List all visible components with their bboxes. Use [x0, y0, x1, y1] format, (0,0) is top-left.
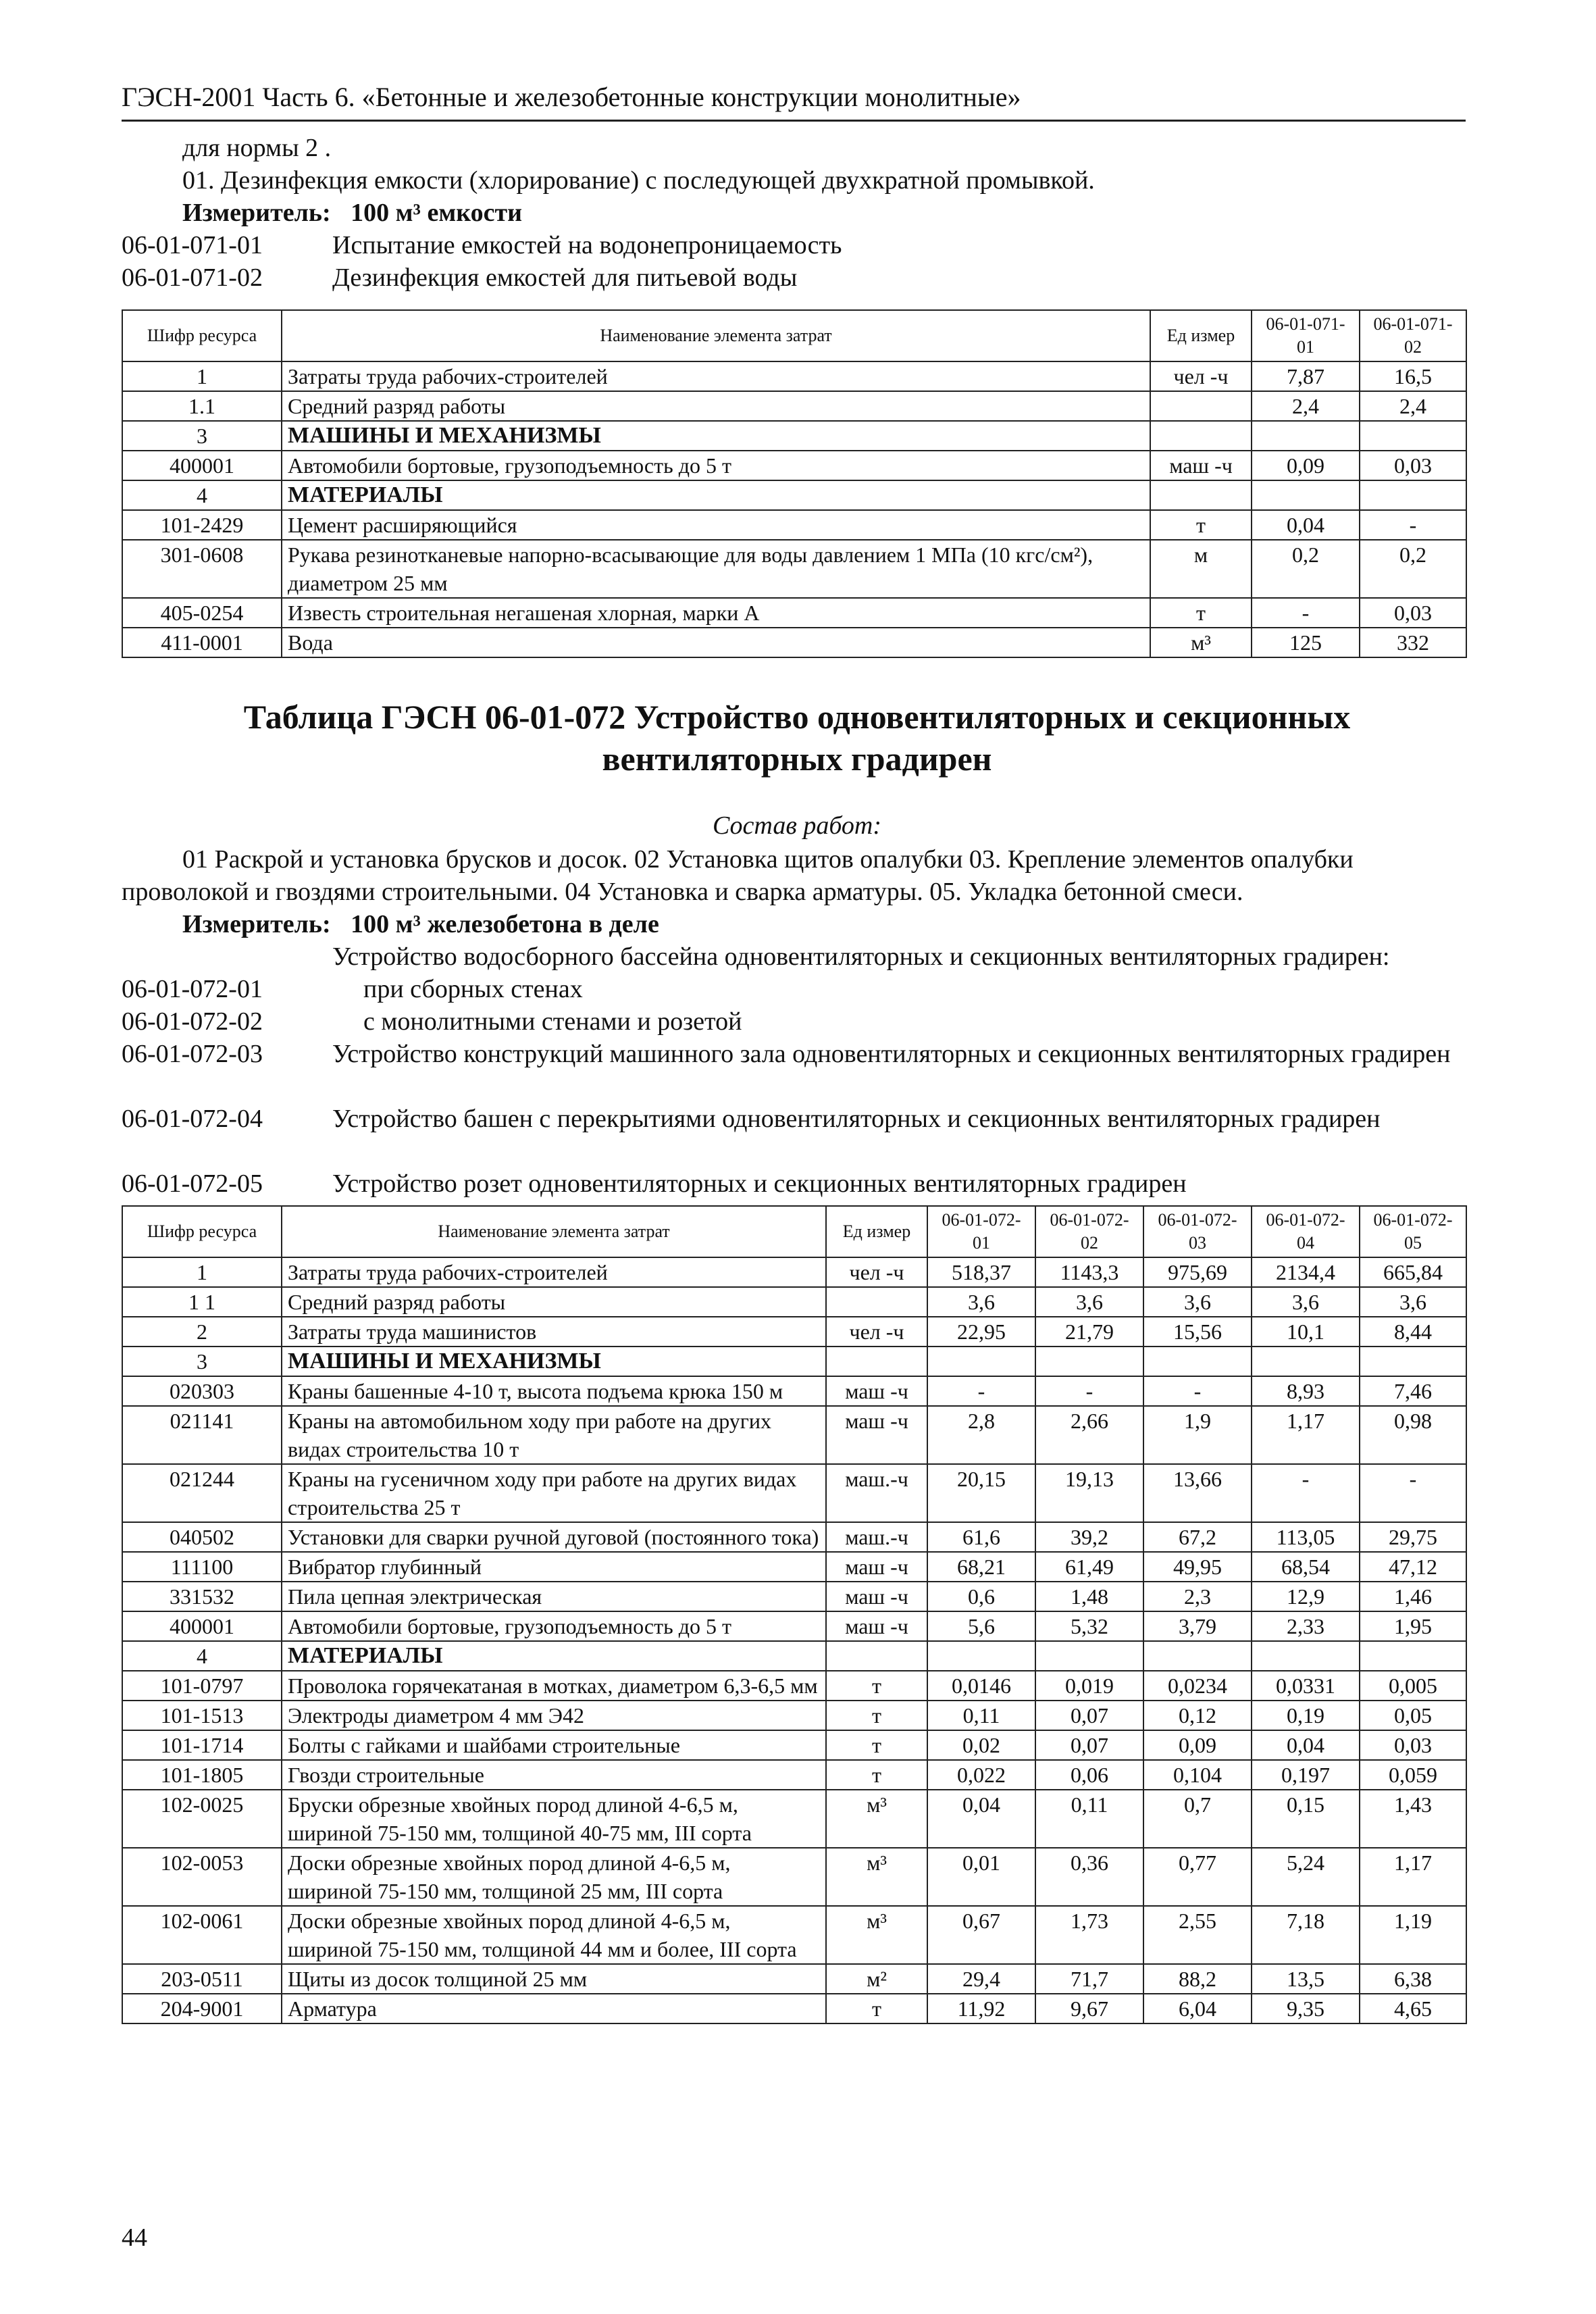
resource-value: 332 [1360, 628, 1466, 657]
resource-value [927, 1641, 1035, 1671]
table-row [122, 1464, 1466, 1522]
table-row [122, 1522, 1466, 1552]
resource-code: 1 1 [122, 1287, 282, 1317]
table-row [122, 1552, 1466, 1582]
resource-value: 0,36 [1035, 1848, 1143, 1906]
resource-value: 1,43 [1360, 1790, 1466, 1848]
resource-value: 0,03 [1360, 451, 1466, 480]
resource-value: 0,005 [1360, 1671, 1466, 1701]
resource-value: 0,6 [927, 1582, 1035, 1611]
table-row [122, 1641, 1466, 1671]
resource-value: 29,4 [927, 1964, 1035, 1994]
resource-unit: маш.-ч [826, 1464, 927, 1522]
resource-code: 405-0254 [122, 598, 282, 628]
resource-value: 0,0146 [927, 1671, 1035, 1701]
table-row [122, 1906, 1466, 1964]
resource-value: 2,55 [1143, 1906, 1252, 1964]
resource-value: 7,18 [1252, 1906, 1360, 1964]
resource-name: Рукава резинотканевые напорно-всасывающие для воды давлением 1 МПа (10 кгс/см²), диаметром 25 мм [282, 540, 1150, 598]
measurer-2-value: 100 м³ железобетона в деле [351, 910, 659, 938]
resource-value: 5,32 [1035, 1611, 1143, 1641]
resource-unit: маш -ч [826, 1582, 927, 1611]
resource-unit [826, 1287, 927, 1317]
resource-unit: т [826, 1994, 927, 2023]
resource-value: 5,24 [1252, 1848, 1360, 1906]
norm-code: 06-01-072-02 [122, 1007, 263, 1036]
resource-value: 21,79 [1035, 1317, 1143, 1347]
header-col: 06-01-072-04 [1252, 1206, 1360, 1257]
resource-value: 5,6 [927, 1611, 1035, 1641]
resource-value: 0,06 [1035, 1760, 1143, 1790]
resource-name: Средний разряд работы [282, 391, 1150, 421]
resource-name: МАШИНЫ И МЕХАНИЗМЫ [282, 421, 1150, 451]
resource-value: 0,7 [1143, 1790, 1252, 1848]
norm-text: с монолитными стенами и розетой [363, 1007, 742, 1036]
resource-name: МАТЕРИАЛЫ [282, 1641, 826, 1671]
resource-code: 3 [122, 1347, 282, 1376]
resource-code: 400001 [122, 451, 282, 480]
resource-value: 1,17 [1360, 1848, 1466, 1906]
resource-unit: м³ [1150, 628, 1252, 657]
resource-value: 3,6 [927, 1287, 1035, 1317]
table-row [122, 1964, 1466, 1994]
header-col: 06-01-072-01 [927, 1206, 1035, 1257]
resource-value: - [1360, 1464, 1466, 1522]
resource-name: Краны на гусеничном ходу при работе на других видах строительства 25 т [282, 1464, 826, 1522]
resource-value: 61,49 [1035, 1552, 1143, 1582]
norm-code: 06-01-072-04 [122, 1105, 263, 1133]
resource-value: 19,13 [1035, 1464, 1143, 1522]
norm-text: Устройство конструкций машинного зала одновентиляторных и секционных вентиляторных градирен [332, 1040, 1451, 1068]
resource-value: 0,67 [927, 1906, 1035, 1964]
intro-line-2: 01. Дезинфекция емкости (хлорирование) с последующей двухкратной промывкой. [182, 166, 1095, 195]
norm-code: 06-01-072-05 [122, 1169, 263, 1198]
resource-value: 0,022 [927, 1760, 1035, 1790]
resource-unit: чел -ч [826, 1257, 927, 1287]
resource-code: 4 [122, 480, 282, 510]
header-col: 06-01-071-01 [1252, 310, 1360, 361]
resource-unit: м³ [826, 1906, 927, 1964]
measurer-1 [182, 197, 522, 229]
resource-code: 101-1714 [122, 1730, 282, 1760]
resource-name: Болты с гайками и шайбами строительные [282, 1730, 826, 1760]
resource-unit: маш -ч [826, 1376, 927, 1406]
work-composition-text: 01 Раскрой и установка брусков и досок. 02 Установка щитов опалубки 03. Крепление элементов опалубки проволокой и гвоздями строительными. 04 Установка и сварка арматуры. 05. Укладка бетонной смеси. [122, 845, 1354, 906]
table-row [122, 1257, 1466, 1287]
resource-name: МАШИНЫ И МЕХАНИЗМЫ [282, 1347, 826, 1376]
resource-value [1360, 480, 1466, 510]
resource-value: 0,104 [1143, 1760, 1252, 1790]
resource-unit: т [1150, 510, 1252, 540]
resource-name: Автомобили бортовые, грузоподъемность до 5 т [282, 1611, 826, 1641]
resource-name: Вибратор глубинный [282, 1552, 826, 1582]
resource-value: - [1035, 1376, 1143, 1406]
header-col: 06-01-072-05 [1360, 1206, 1466, 1257]
resource-table-2 [122, 1205, 1467, 2024]
table-row [122, 1760, 1466, 1790]
norm-text: при сборных стенах [363, 975, 583, 1003]
resource-value: 0,02 [927, 1730, 1035, 1760]
resource-value: 0,0234 [1143, 1671, 1252, 1701]
resource-unit: м³ [826, 1848, 927, 1906]
measurer-1-value: 100 м³ емкости [351, 199, 523, 227]
resource-value: 29,75 [1360, 1522, 1466, 1552]
resource-value: 0,98 [1360, 1406, 1466, 1464]
header-col: 06-01-072-03 [1143, 1206, 1252, 1257]
intro-line-1: для нормы 2 . [182, 134, 332, 162]
table-2-body [122, 1257, 1466, 2023]
resource-value: 7,87 [1252, 361, 1360, 391]
resource-value: 6,04 [1143, 1994, 1252, 2023]
resource-code: 411-0001 [122, 628, 282, 657]
resource-value: 39,2 [1035, 1522, 1143, 1552]
resource-unit: маш -ч [826, 1552, 927, 1582]
resource-code: 102-0025 [122, 1790, 282, 1848]
resource-value: 2,4 [1252, 391, 1360, 421]
resource-unit [1150, 480, 1252, 510]
resource-code: 2 [122, 1317, 282, 1347]
resource-value: 2,8 [927, 1406, 1035, 1464]
norm-code: 06-01-072-03 [122, 1040, 263, 1068]
resource-value: 1,95 [1360, 1611, 1466, 1641]
resource-value [927, 1347, 1035, 1376]
table-1-body [122, 361, 1466, 657]
resource-value: - [1360, 510, 1466, 540]
resource-value: - [1143, 1376, 1252, 1406]
work-composition-label: Состав работ: [712, 811, 882, 840]
resource-value: 0,09 [1143, 1730, 1252, 1760]
resource-name: Проволока горячекатаная в мотках, диаметром 6,3-6,5 мм [282, 1671, 826, 1701]
resource-name: Автомобили бортовые, грузоподъемность до 5 т [282, 451, 1150, 480]
header-unit: Ед измер [1150, 310, 1252, 361]
resource-value: 0,05 [1360, 1701, 1466, 1730]
resource-unit: м² [826, 1964, 927, 1994]
resource-name: Вода [282, 628, 1150, 657]
norm-text: Дезинфекция емкостей для питьевой воды [332, 263, 798, 292]
resource-value: 0,04 [1252, 1730, 1360, 1760]
resource-value: 975,69 [1143, 1257, 1252, 1287]
table-row [122, 540, 1466, 598]
resource-value: 3,6 [1252, 1287, 1360, 1317]
norm-code: 06-01-072-01 [122, 975, 263, 1003]
resource-name: Средний разряд работы [282, 1287, 826, 1317]
table-row [122, 1406, 1466, 1464]
resource-value: 12,9 [1252, 1582, 1360, 1611]
table-row [122, 1376, 1466, 1406]
resource-value: 0,2 [1360, 540, 1466, 598]
resource-code: 101-2429 [122, 510, 282, 540]
table-2-title: Таблица ГЭСН 06-01-072 Устройство одновентиляторных и секционных вентиляторных градирен [243, 698, 1351, 778]
resource-code: 102-0061 [122, 1906, 282, 1964]
table-header-row [122, 1206, 1466, 1257]
norm-text: Испытание емкостей на водонепроницаемость [332, 231, 842, 259]
resource-value: 11,92 [927, 1994, 1035, 2023]
resource-code: 204-9001 [122, 1994, 282, 2023]
resource-value [1035, 1347, 1143, 1376]
table-row [122, 1994, 1466, 2023]
table-row [122, 1287, 1466, 1317]
table-row [122, 451, 1466, 480]
resource-value: 47,12 [1360, 1552, 1466, 1582]
resource-value: - [1252, 1464, 1360, 1522]
norm-code: 06-01-071-01 [122, 231, 263, 259]
resource-name: Затраты труда рабочих-строителей [282, 1257, 826, 1287]
resource-value: 68,54 [1252, 1552, 1360, 1582]
resource-code: 331532 [122, 1582, 282, 1611]
resource-value: 20,15 [927, 1464, 1035, 1522]
resource-unit: м [1150, 540, 1252, 598]
resource-unit: маш -ч [1150, 451, 1252, 480]
resource-value: 68,21 [927, 1552, 1035, 1582]
resource-value: 0,04 [1252, 510, 1360, 540]
resource-value: 0,15 [1252, 1790, 1360, 1848]
resource-code: 203-0511 [122, 1964, 282, 1994]
resource-value: 13,66 [1143, 1464, 1252, 1522]
resource-value: 9,35 [1252, 1994, 1360, 2023]
header-unit: Ед измер [826, 1206, 927, 1257]
resource-value: 1,17 [1252, 1406, 1360, 1464]
resource-value: 0,04 [927, 1790, 1035, 1848]
header-col: 06-01-072-02 [1035, 1206, 1143, 1257]
measurer-2 [182, 908, 659, 940]
resource-value: 2,66 [1035, 1406, 1143, 1464]
header-name: Наименование элемента затрат [282, 1206, 826, 1257]
norm-text: Устройство розет одновентиляторных и секционных вентиляторных градирен [332, 1169, 1187, 1198]
resource-name: Электроды диаметром 4 мм Э42 [282, 1701, 826, 1730]
resource-value [1360, 1347, 1466, 1376]
resource-value: 10,1 [1252, 1317, 1360, 1347]
resource-value: 2,4 [1360, 391, 1466, 421]
resource-name: Доски обрезные хвойных пород длиной 4-6,5 м, шириной 75-150 мм, толщиной 25 мм, III сорта [282, 1848, 826, 1906]
resource-value: 3,6 [1143, 1287, 1252, 1317]
header-name: Наименование элемента затрат [282, 310, 1150, 361]
resource-value [1252, 421, 1360, 451]
resource-value: 15,56 [1143, 1317, 1252, 1347]
resource-value: 3,6 [1360, 1287, 1466, 1317]
resource-value: 3,79 [1143, 1611, 1252, 1641]
resource-name: Пила цепная электрическая [282, 1582, 826, 1611]
resource-unit: м³ [826, 1790, 927, 1848]
resource-value: 67,2 [1143, 1522, 1252, 1552]
resource-value: 0,77 [1143, 1848, 1252, 1906]
table-row [122, 598, 1466, 628]
resource-name: Доски обрезные хвойных пород длиной 4-6,5 м, шириной 75-150 мм, толщиной 44 мм и более, III сорта [282, 1906, 826, 1964]
resource-value: 0,01 [927, 1848, 1035, 1906]
resource-unit [1150, 391, 1252, 421]
resource-value [1360, 1641, 1466, 1671]
resource-value: 1,19 [1360, 1906, 1466, 1964]
resource-value [1035, 1641, 1143, 1671]
resource-value: 22,95 [927, 1317, 1035, 1347]
resource-code: 040502 [122, 1522, 282, 1552]
resource-name: Установки для сварки ручной дуговой (постоянного тока) [282, 1522, 826, 1552]
resource-unit: маш.-ч [826, 1522, 927, 1552]
resource-value: 125 [1252, 628, 1360, 657]
resource-unit: чел -ч [826, 1317, 927, 1347]
page-number: 44 [122, 2223, 147, 2252]
resource-code: 301-0608 [122, 540, 282, 598]
resource-unit: маш -ч [826, 1406, 927, 1464]
resource-value: 88,2 [1143, 1964, 1252, 1994]
table-row [122, 1701, 1466, 1730]
resource-unit: т [826, 1730, 927, 1760]
resource-unit: чел -ч [1150, 361, 1252, 391]
resource-unit: т [826, 1701, 927, 1730]
resource-value: 0,09 [1252, 451, 1360, 480]
resource-value: 0,03 [1360, 598, 1466, 628]
resource-value: 1,9 [1143, 1406, 1252, 1464]
resource-value: 3,6 [1035, 1287, 1143, 1317]
table-row [122, 1611, 1466, 1641]
measurer-2-label: Измеритель: [182, 910, 331, 938]
resource-code: 3 [122, 421, 282, 451]
resource-name: Цемент расширяющийся [282, 510, 1150, 540]
norm-text: Устройство башен с перекрытиями одновентиляторных и секционных вентиляторных градирен [332, 1105, 1381, 1133]
resource-name: Известь строительная негашеная хлорная, марки А [282, 598, 1150, 628]
resource-code: 021244 [122, 1464, 282, 1522]
resource-code: 101-1513 [122, 1701, 282, 1730]
resource-name: Щиты из досок толщиной 25 мм [282, 1964, 826, 1994]
resource-value: 8,44 [1360, 1317, 1466, 1347]
resource-value: 0,07 [1035, 1701, 1143, 1730]
resource-value: 2134,4 [1252, 1257, 1360, 1287]
resource-value: - [1252, 598, 1360, 628]
resource-value: 665,84 [1360, 1257, 1466, 1287]
table-row [122, 1317, 1466, 1347]
resource-unit [826, 1347, 927, 1376]
resource-value: 4,65 [1360, 1994, 1466, 2023]
header-code: Шифр ресурса [122, 1206, 282, 1257]
resource-value: 0,11 [927, 1701, 1035, 1730]
resource-value: 0,197 [1252, 1760, 1360, 1790]
table-row [122, 1671, 1466, 1701]
resource-value: 0,11 [1035, 1790, 1143, 1848]
table-row [122, 628, 1466, 657]
resource-value: 13,5 [1252, 1964, 1360, 1994]
resource-value: 2,3 [1143, 1582, 1252, 1611]
resource-value: 0,07 [1035, 1730, 1143, 1760]
resource-value: 0,0331 [1252, 1671, 1360, 1701]
resource-code: 020303 [122, 1376, 282, 1406]
table-row [122, 421, 1466, 451]
resource-code: 1 [122, 361, 282, 391]
resource-value: 8,93 [1252, 1376, 1360, 1406]
resource-name: Бруски обрезные хвойных пород длиной 4-6,5 м, шириной 75-150 мм, толщиной 40-75 мм, III сорта [282, 1790, 826, 1848]
resource-value: 0,19 [1252, 1701, 1360, 1730]
table-row [122, 361, 1466, 391]
resource-value: 0,03 [1360, 1730, 1466, 1760]
resource-value: 1,48 [1035, 1582, 1143, 1611]
resource-unit [1150, 421, 1252, 451]
resource-code: 101-0797 [122, 1671, 282, 1701]
header-col: 06-01-071-02 [1360, 310, 1466, 361]
resource-name: МАТЕРИАЛЫ [282, 480, 1150, 510]
resource-value: 6,38 [1360, 1964, 1466, 1994]
resource-value: 0,059 [1360, 1760, 1466, 1790]
resource-value: 2,33 [1252, 1611, 1360, 1641]
table-row [122, 1582, 1466, 1611]
resource-value: 7,46 [1360, 1376, 1466, 1406]
resource-value [1143, 1641, 1252, 1671]
resource-name: Краны на автомобильном ходу при работе на других видах строительства 10 т [282, 1406, 826, 1464]
resource-value: 0,12 [1143, 1701, 1252, 1730]
resource-code: 111100 [122, 1552, 282, 1582]
resource-unit: т [826, 1760, 927, 1790]
resource-value: 1,73 [1035, 1906, 1143, 1964]
resource-value [1252, 1347, 1360, 1376]
resource-code: 1.1 [122, 391, 282, 421]
resource-value [1252, 480, 1360, 510]
resource-value: 1,46 [1360, 1582, 1466, 1611]
resource-value: 518,37 [927, 1257, 1035, 1287]
resource-value: 71,7 [1035, 1964, 1143, 1994]
norms-2-intro: Устройство водосборного бассейна одновентиляторных и секционных вентиляторных градирен: [332, 942, 1390, 971]
page-header: ГЭСН-2001 Часть 6. «Бетонные и железобетонные конструкции монолитные» [122, 81, 1466, 122]
resource-code: 101-1805 [122, 1760, 282, 1790]
table-row [122, 480, 1466, 510]
table-row [122, 510, 1466, 540]
resource-value: 113,05 [1252, 1522, 1360, 1552]
resource-value: 9,67 [1035, 1994, 1143, 2023]
resource-value: 0,2 [1252, 540, 1360, 598]
table-row [122, 1347, 1466, 1376]
resource-value [1143, 1347, 1252, 1376]
resource-value: - [927, 1376, 1035, 1406]
resource-value [1252, 1641, 1360, 1671]
resource-unit [826, 1641, 927, 1671]
resource-value: 0,019 [1035, 1671, 1143, 1701]
norm-code: 06-01-071-02 [122, 263, 263, 292]
resource-name: Арматура [282, 1994, 826, 2023]
table-row [122, 1730, 1466, 1760]
resource-name: Гвозди строительные [282, 1760, 826, 1790]
resource-value: 16,5 [1360, 361, 1466, 391]
resource-value: 49,95 [1143, 1552, 1252, 1582]
resource-code: 400001 [122, 1611, 282, 1641]
measurer-1-label: Измеритель: [182, 199, 331, 227]
resource-code: 102-0053 [122, 1848, 282, 1906]
resource-value: 1143,3 [1035, 1257, 1143, 1287]
resource-code: 021141 [122, 1406, 282, 1464]
table-row [122, 1790, 1466, 1848]
resource-code: 1 [122, 1257, 282, 1287]
table-row [122, 391, 1466, 421]
resource-name: Краны башенные 4-10 т, высота подъема крюка 150 м [282, 1376, 826, 1406]
table-row [122, 1848, 1466, 1906]
resource-unit: т [1150, 598, 1252, 628]
resource-code: 4 [122, 1641, 282, 1671]
resource-unit: маш -ч [826, 1611, 927, 1641]
resource-name: Затраты труда рабочих-строителей [282, 361, 1150, 391]
table-header-row [122, 310, 1466, 361]
resource-table-1 [122, 309, 1467, 658]
resource-value [1360, 421, 1466, 451]
resource-value: 61,6 [927, 1522, 1035, 1552]
header-code: Шифр ресурса [122, 310, 282, 361]
resource-name: Затраты труда машинистов [282, 1317, 826, 1347]
resource-unit: т [826, 1671, 927, 1701]
